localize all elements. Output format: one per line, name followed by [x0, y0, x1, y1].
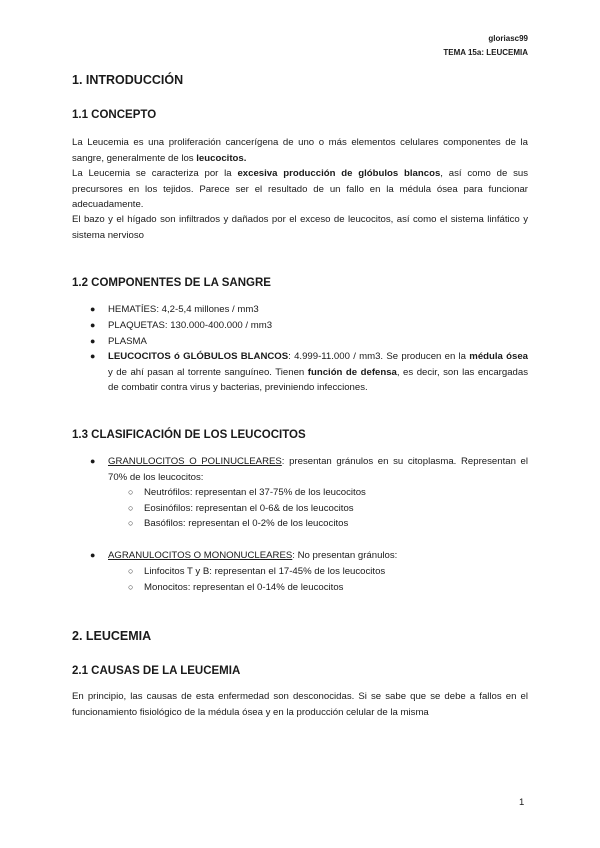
causes-paragraph: En principio, las causas de esta enfermedad son desconocidas. Si se sabe que se debe a fallos en el funcionamiento fisiológico de la médula ósea y en la producción celular de la misma	[72, 691, 528, 718]
bullet-icon: ●	[90, 320, 96, 330]
text: , es decir, son las encargadas de combatir contra virus y bacterias, previniendo infecciones.	[108, 366, 528, 394]
bullet-icon: ●	[90, 550, 96, 560]
sub-list-item	[128, 516, 528, 532]
list-item-text: HEMATÍES: 4,2-5,4 millones / mm3	[108, 304, 259, 315]
sub-list-item	[128, 564, 528, 580]
text: , así como de sus precursores en los tejidos. Parece ser el resultado de un fallo en la médula ósea para funcionar adecuadamente.	[72, 168, 529, 211]
section-1-title: 1. INTRODUCCIÓN	[72, 73, 184, 87]
circle-bullet-icon: ○	[128, 487, 134, 497]
section-1-1-title: 1.1 CONCEPTO	[72, 109, 157, 121]
bullet-icon: ●	[90, 351, 96, 361]
text: y de ahí pasan al torrente sanguíneo. Tienen	[108, 366, 308, 378]
concept-paragraph-2	[72, 166, 528, 213]
text: : 4.999-11.000 / mm3. Se producen en la	[288, 351, 470, 362]
section-1-3-title: 1.3 CLASIFICACIÓN DE LOS LEUCOCITOS	[72, 429, 306, 441]
bullet-icon: ●	[90, 456, 96, 466]
sub-list-item-text: Eosinófilos: representan el 0-6& de los leucocitos	[144, 503, 354, 514]
list-item	[90, 349, 529, 396]
list-item	[90, 454, 528, 485]
concept-paragraph-3: El bazo y el hígado son infiltrados y dañados por el exceso de leucocitos, así como el sistema linfático y sistema nervioso	[72, 214, 528, 241]
sub-list-item-text: Linfocitos T y B: representan el 17-45% de los leucocitos	[144, 566, 386, 577]
bold-text: LEUCOCITOS ó GLÓBULOS BLANCOS	[108, 351, 289, 362]
list-item	[90, 302, 528, 318]
sub-list-item-text: Basófilos: representan el 0-2% de los leucocitos	[144, 518, 349, 529]
text: : presentan gránulos en su citoplasma. Representan el 70% de los leucocitos:	[108, 456, 528, 483]
bullet-icon: ●	[90, 304, 96, 314]
circle-bullet-icon: ○	[128, 582, 134, 592]
sub-list-item-text: Monocitos: representan el 0-14% de leucocitos	[144, 582, 344, 593]
underlined-text: GRANULOCITOS O POLINUCLEARES	[108, 456, 282, 467]
bullet-icon: ●	[90, 336, 96, 346]
list-item	[90, 318, 528, 334]
bold-text: leucocitos.	[196, 152, 247, 164]
bold-text: médula ósea	[469, 351, 529, 362]
list-item	[90, 548, 528, 564]
bold-text: función de defensa	[307, 366, 397, 378]
text: La Leucemia es una proliferación cancerígena de uno o más elementos celulares componentes de la sangre, generalmente de los	[72, 137, 528, 164]
list-item	[90, 334, 528, 350]
section-2-1-title: 2.1 CAUSAS DE LA LEUCEMIA	[72, 665, 241, 677]
text: La Leucemia se caracteriza por la	[72, 168, 238, 179]
sub-list-item	[128, 485, 528, 501]
list-item-text: PLAQUETAS: 130.000-400.000 / mm3	[108, 320, 273, 331]
section-2-title: 2. LEUCEMIA	[72, 629, 152, 643]
sub-list-item-text: Neutrófilos: representan el 37-75% de los leucocitos	[144, 487, 366, 498]
header-author: gloriasc99	[488, 34, 528, 43]
page-number: 1	[519, 797, 525, 808]
underlined-text: AGRANULOCITOS O MONONUCLEARES	[108, 550, 293, 561]
header-topic: TEMA 15a: LEUCEMIA	[443, 48, 528, 57]
circle-bullet-icon: ○	[128, 518, 134, 528]
list-item-text: PLASMA	[108, 336, 147, 347]
sub-list-item	[128, 580, 528, 596]
section-1-2-title: 1.2 COMPONENTES DE LA SANGRE	[72, 277, 271, 289]
bold-text: excesiva producción de glóbulos blancos	[237, 168, 441, 179]
text: : No presentan gránulos:	[292, 550, 398, 561]
circle-bullet-icon: ○	[128, 566, 134, 576]
sub-list-item	[128, 501, 528, 517]
concept-paragraph-1	[72, 135, 528, 166]
circle-bullet-icon: ○	[128, 503, 134, 513]
